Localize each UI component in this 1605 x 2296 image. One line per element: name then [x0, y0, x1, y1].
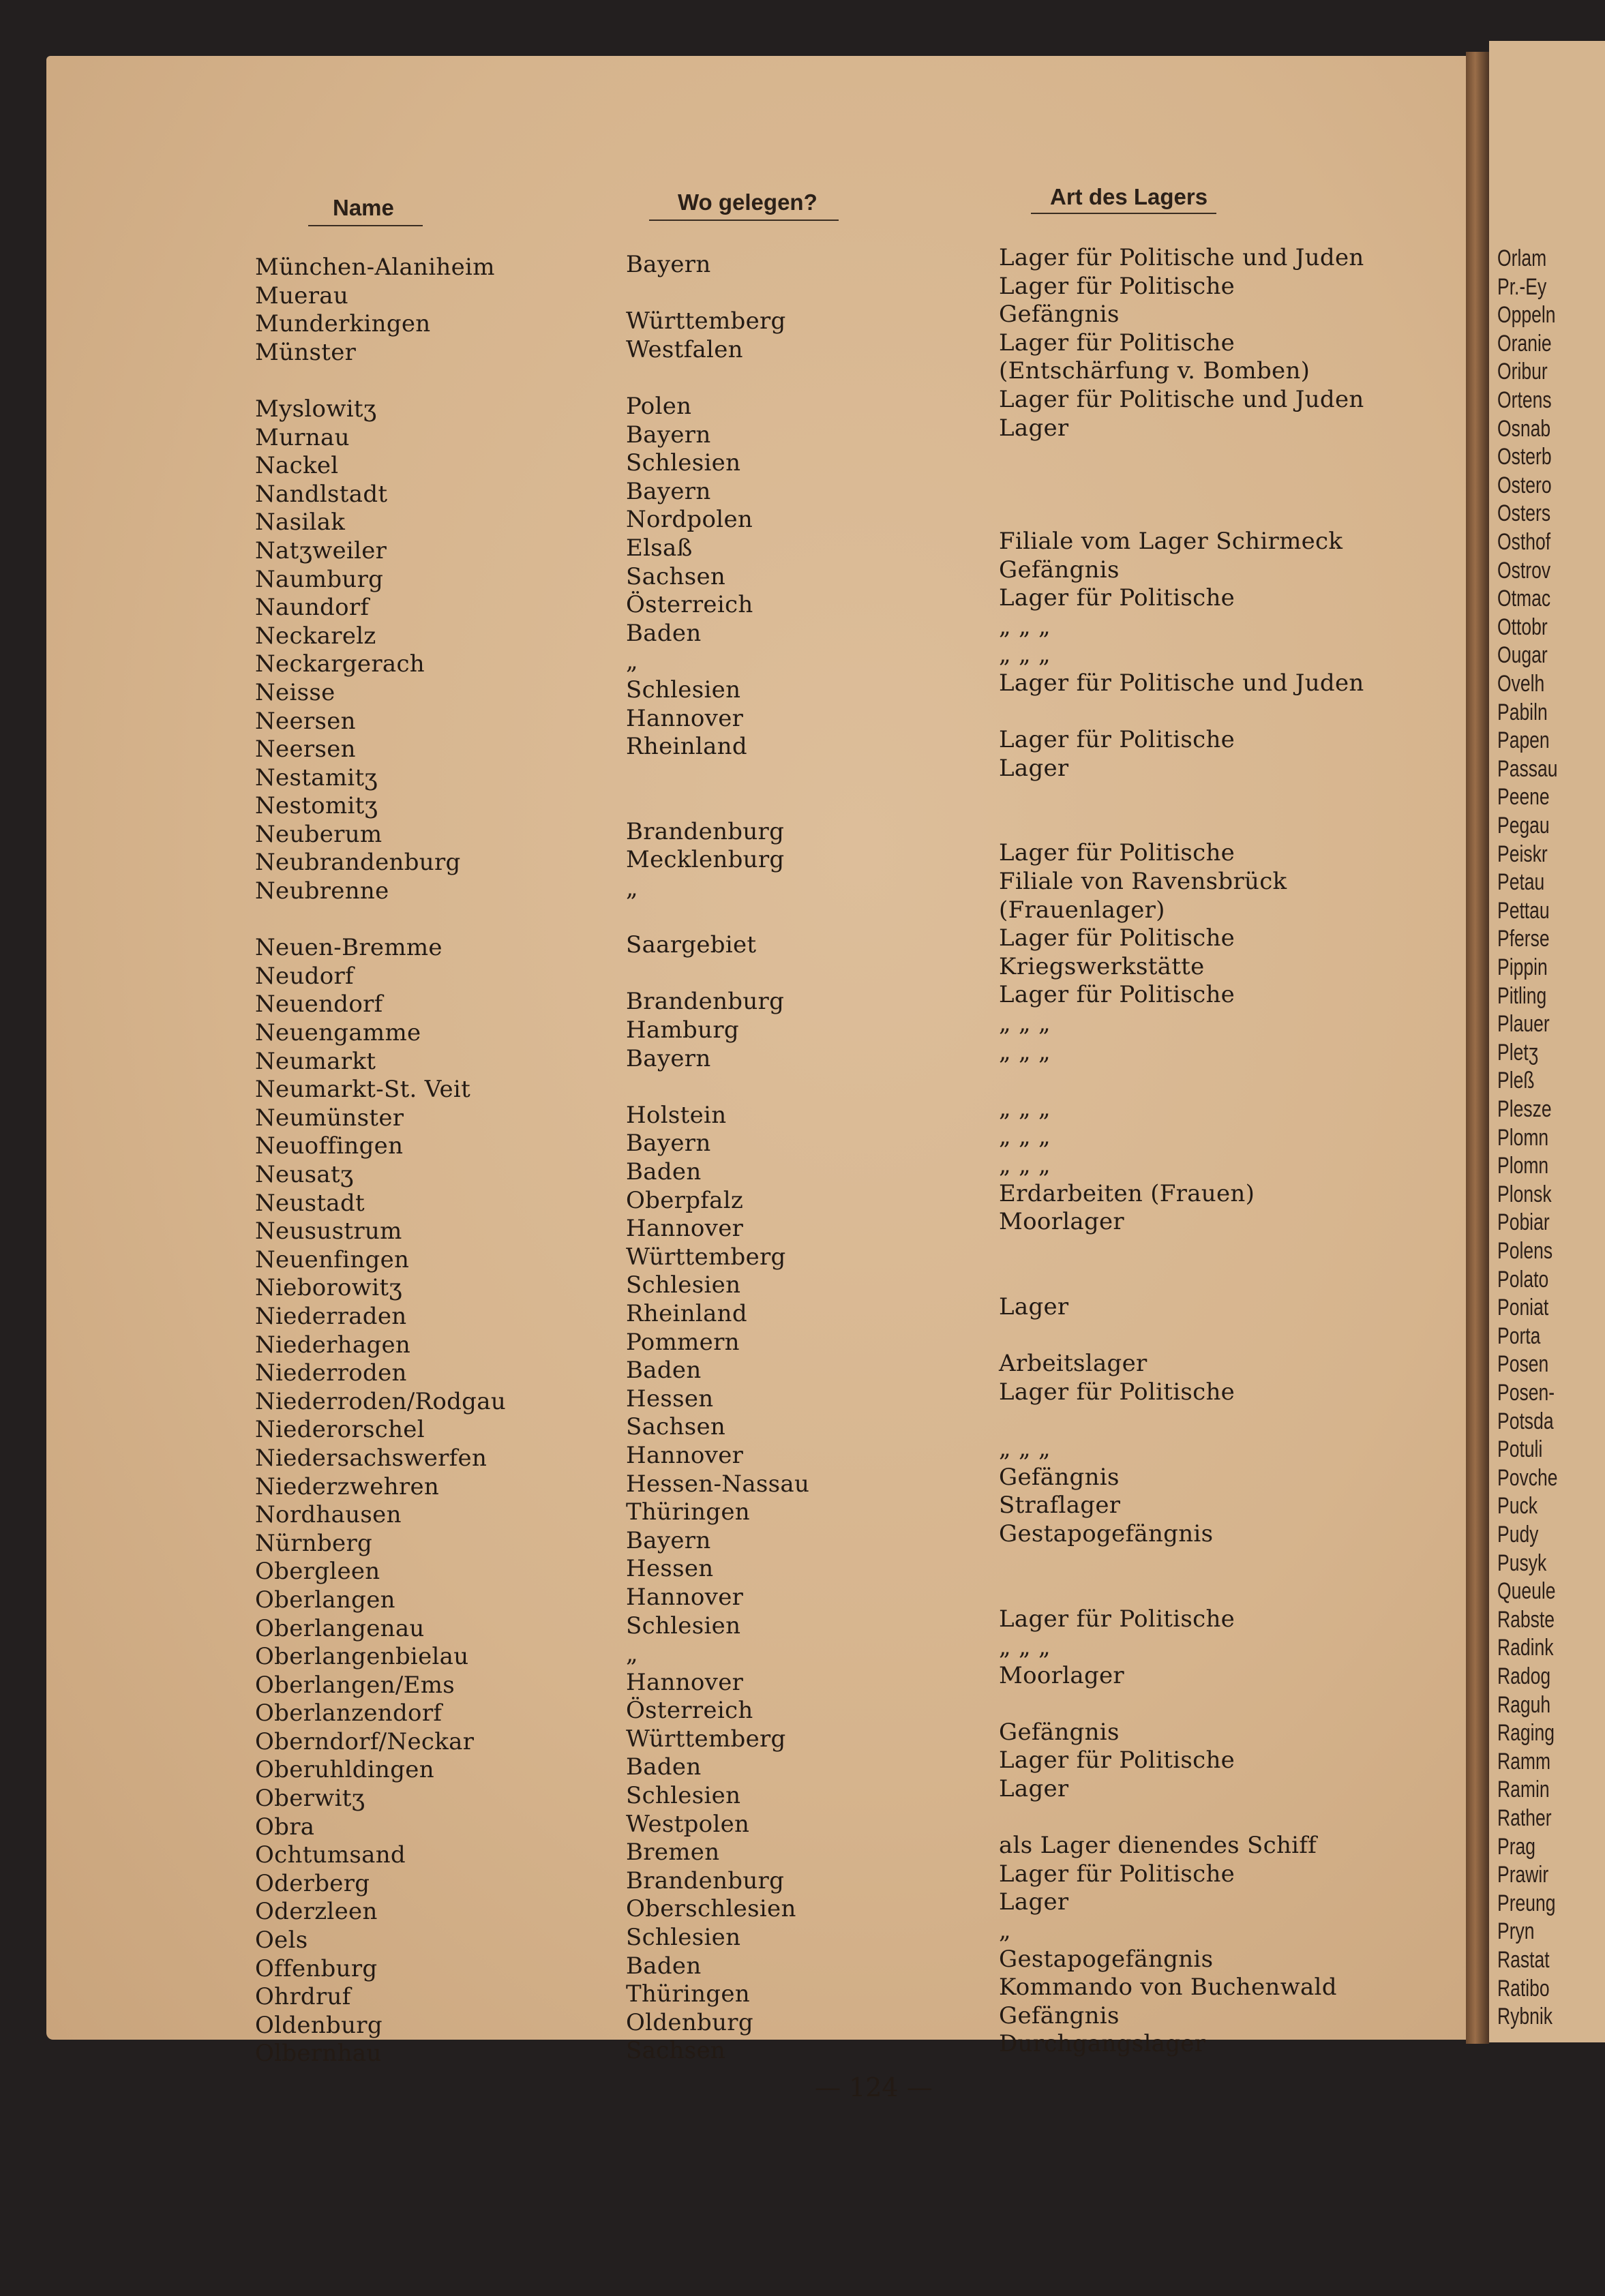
- camp-name: Ochtumsand: [255, 1841, 406, 1869]
- camp-location: Brandenburg: [626, 1867, 785, 1894]
- next-page-fragment: Posen: [1497, 1351, 1549, 1378]
- camp-type: als Lager dienendes Schiff: [999, 1832, 1317, 1860]
- camp-name: Nestomitʒ: [255, 792, 378, 820]
- camp-name: [255, 367, 506, 395]
- camp-name: Neumünster: [255, 1104, 404, 1132]
- camp-name: Niederraden: [255, 1302, 407, 1330]
- camp-location: [626, 364, 809, 393]
- camp-type: Gefängnis: [999, 556, 1120, 584]
- next-page-fragment: Raging: [1497, 1720, 1555, 1747]
- next-page-fragment: Petau: [1497, 869, 1545, 896]
- camp-location: [626, 903, 809, 932]
- camp-location: Österreich: [626, 591, 753, 619]
- camp-name: Nieborowitʒ: [255, 1274, 402, 1302]
- camp-location: Hessen-Nassau: [626, 1470, 810, 1498]
- camp-type: „ „ „: [999, 1010, 1051, 1038]
- camp-type: „ „ „: [999, 1038, 1051, 1066]
- camp-location: Sachsen: [626, 1413, 726, 1441]
- camp-name: Niedersachswerfen: [255, 1444, 487, 1472]
- camp-type: Gestapogefängnis: [999, 1945, 1214, 1973]
- camp-location: Schlesien: [626, 1782, 741, 1810]
- camp-type: Straflager: [999, 1492, 1121, 1520]
- camp-type: „ „ „: [999, 1094, 1051, 1122]
- camp-name: Niederhagen: [255, 1331, 411, 1359]
- camp-type: [999, 1804, 1364, 1832]
- next-page-fragment: Pudy: [1497, 1522, 1539, 1547]
- next-page-fragment: Plomn: [1497, 1124, 1549, 1151]
- camp-name: Myslowitʒ: [255, 395, 377, 423]
- next-page-fragment: Ostero: [1497, 472, 1552, 498]
- camp-location: Rheinland: [626, 733, 747, 761]
- next-page-fragment: Ortens: [1497, 387, 1552, 413]
- camp-location: Oberpfalz: [626, 1186, 744, 1214]
- next-page-fragment: Oppeln: [1497, 302, 1556, 329]
- header-type-rule: [1031, 213, 1216, 214]
- camp-location: Mecklenburg: [626, 846, 785, 874]
- camp-name: Oberlangenbielau: [255, 1643, 469, 1671]
- camp-type: Lager für Politische: [999, 1747, 1235, 1774]
- camp-location: Sachsen: [626, 2037, 726, 2065]
- next-page-fragment: Orlam: [1497, 245, 1547, 271]
- camp-name: Neuengamme: [255, 1019, 421, 1047]
- next-page-fragment: Pegau: [1497, 813, 1550, 839]
- camp-location: Schlesien: [626, 1271, 741, 1299]
- camp-name: Oberwitʒ: [255, 1785, 365, 1813]
- camp-name: Oderberg: [255, 1869, 370, 1897]
- camp-type: [999, 1322, 1364, 1350]
- next-page-fragment: Ramin: [1497, 1777, 1550, 1803]
- camp-location: Sachsen: [626, 562, 726, 590]
- next-page-fragment: Ratibo: [1497, 1975, 1550, 2002]
- camp-location: Elsaß: [626, 534, 693, 562]
- camp-name: [255, 906, 506, 935]
- header-where: Wo gelegen?: [678, 190, 817, 215]
- camp-location: Schlesien: [626, 1612, 741, 1640]
- camp-location: „: [626, 648, 638, 676]
- next-page-fragment: Rather: [1497, 1805, 1552, 1831]
- camp-name: Natʒweiler: [255, 537, 387, 564]
- next-page-fragment: Ovelh: [1497, 671, 1545, 697]
- camp-type: Gestapogefängnis: [999, 1520, 1214, 1547]
- camp-type: Gefängnis: [999, 2002, 1120, 2029]
- camp-type: Durchgangslager: [999, 2030, 1206, 2058]
- camp-name: Oderzleen: [255, 1898, 378, 1926]
- camp-location: Bayern: [626, 421, 711, 449]
- camp-location: Hannover: [626, 1583, 744, 1611]
- camp-name: Neumarkt-St. Veit: [255, 1076, 471, 1104]
- camp-location: „: [626, 1640, 638, 1668]
- camp-name: Oldenburg: [255, 2011, 382, 2039]
- camp-type: [999, 1066, 1364, 1095]
- camp-location: Brandenburg: [626, 817, 785, 845]
- next-page-fragment: Raguh: [1497, 1691, 1551, 1718]
- camp-location: Nordpolen: [626, 506, 753, 534]
- next-page-fragment: Pryn: [1497, 1918, 1535, 1945]
- camp-location: Bayern: [626, 1526, 711, 1554]
- next-page-fragment: Poniat: [1497, 1295, 1549, 1321]
- camp-name: Neuen-Bremme: [255, 934, 442, 962]
- camp-name: Münster: [255, 338, 357, 366]
- next-page-fragment: Pettau: [1497, 897, 1550, 924]
- camp-name: Oberlangen: [255, 1586, 395, 1614]
- camp-type: „ „ „: [999, 1151, 1051, 1179]
- camp-name: Neudorf: [255, 962, 354, 990]
- next-page-fragment: Radink: [1497, 1635, 1554, 1661]
- header-name: Name: [333, 195, 394, 220]
- camp-type: [999, 471, 1364, 500]
- camp-location: „: [626, 875, 638, 903]
- camp-name: München-Alaniheim: [255, 254, 495, 281]
- camp-type: „ „ „: [999, 1434, 1051, 1462]
- next-page-fragment: Osterb: [1497, 444, 1552, 470]
- camp-type: Lager für Politische: [999, 981, 1235, 1009]
- camp-name: Neumarkt: [255, 1047, 376, 1075]
- camp-type: Filiale von Ravensbrück: [999, 868, 1287, 896]
- camp-location: Holstein: [626, 1101, 727, 1129]
- next-page-fragment: Oribur: [1497, 359, 1548, 385]
- next-page-fragment: Puck: [1497, 1493, 1537, 1520]
- camp-type: Gefängnis: [999, 301, 1120, 329]
- camp-name: Nackel: [255, 452, 339, 480]
- camp-type: [999, 1406, 1364, 1435]
- name-column: [255, 254, 506, 2068]
- camp-location: Bayern: [626, 1044, 711, 1072]
- location-column: [626, 251, 809, 2066]
- camp-type: [999, 1577, 1364, 1605]
- camp-type: „: [999, 1917, 1011, 1945]
- next-page-fragment: Rastat: [1497, 1947, 1550, 1973]
- next-page-fragment: Radog: [1497, 1663, 1551, 1689]
- next-page-fragment: Osthof: [1497, 529, 1551, 555]
- camp-type: [999, 1690, 1364, 1719]
- camp-name: Niederroden: [255, 1359, 407, 1387]
- camp-type: Lager für Politische und Juden: [999, 385, 1364, 413]
- next-page-fragment: Rabste: [1497, 1606, 1555, 1633]
- next-page-fragment: Prawir: [1497, 1862, 1549, 1888]
- next-page-fragment: Pippin: [1497, 954, 1548, 980]
- camp-type: Lager: [999, 414, 1069, 442]
- camp-type: Lager für Politische: [999, 329, 1235, 357]
- camp-name: Murnau: [255, 423, 350, 451]
- camp-type: Lager für Politische und Juden: [999, 244, 1364, 271]
- camp-location: Polen: [626, 392, 692, 420]
- camp-name: Neuendorf: [255, 991, 383, 1018]
- camp-type: Lager für Politische und Juden: [999, 669, 1364, 697]
- next-page-fragment: Porta: [1497, 1323, 1541, 1349]
- next-page-fragment: Oranie: [1497, 330, 1552, 357]
- camp-location: Bremen: [626, 1839, 720, 1867]
- camp-name: Oberlanzendorf: [255, 1700, 442, 1727]
- camp-type: Lager: [999, 1293, 1069, 1320]
- camp-location: Hannover: [626, 1215, 744, 1243]
- camp-type: [999, 442, 1364, 471]
- camp-type: (Entschärfung v. Bomben): [999, 357, 1310, 385]
- camp-name: Muerau: [255, 282, 349, 309]
- camp-location: [626, 280, 809, 308]
- camp-name: Niederzwehren: [255, 1472, 440, 1500]
- next-page-fragment: Pr.-Ey: [1497, 273, 1547, 300]
- camp-name: Neckargerach: [255, 650, 425, 678]
- camp-type: Lager für Politische: [999, 726, 1235, 754]
- camp-location: [626, 960, 809, 988]
- camp-type-column: [999, 244, 1364, 2059]
- camp-type: Erdarbeiten (Frauen): [999, 1179, 1255, 1207]
- camp-type: Lager für Politische: [999, 1605, 1235, 1633]
- next-page-fragment: Pabiln: [1497, 699, 1548, 725]
- camp-type: „ „ „: [999, 1633, 1051, 1661]
- camp-type: [999, 783, 1364, 811]
- camp-name: Olbernhau: [255, 2040, 382, 2068]
- camp-name: Neuberum: [255, 820, 382, 848]
- next-page-fragment: Peene: [1497, 784, 1550, 811]
- camp-location: Baden: [626, 619, 702, 647]
- camp-location: Hessen: [626, 1385, 714, 1413]
- camp-location: Rheinland: [626, 1299, 747, 1327]
- camp-location: Bayern: [626, 477, 711, 505]
- next-page-fragment: Potuli: [1497, 1436, 1543, 1463]
- next-page-fragment: Ottobr: [1497, 614, 1548, 640]
- camp-type: „ „ „: [999, 1123, 1051, 1151]
- next-page-fragment: Preung: [1497, 1890, 1556, 1916]
- camp-type: [999, 1237, 1364, 1265]
- header-name-rule: [308, 225, 423, 226]
- camp-type: „ „ „: [999, 612, 1051, 640]
- camp-location: Württemberg: [626, 1243, 786, 1271]
- camp-type: Lager: [999, 754, 1069, 782]
- camp-location: Hannover: [626, 704, 744, 732]
- header-type: Art des Lagers: [1050, 184, 1208, 209]
- camp-type: Lager für Politische: [999, 1378, 1235, 1406]
- next-page-fragment: Pobiar: [1497, 1209, 1550, 1236]
- camp-name: Nandlstadt: [255, 480, 388, 508]
- camp-location: Württemberg: [626, 307, 786, 335]
- camp-location: Saargebiet: [626, 931, 757, 959]
- camp-name: Oberuhldingen: [255, 1756, 434, 1784]
- camp-name: Neuenfingen: [255, 1245, 410, 1273]
- next-page-fragment: Plesze: [1497, 1096, 1552, 1122]
- camp-type: „ „ „: [999, 641, 1051, 669]
- next-page-fragment: Pitling: [1497, 982, 1547, 1009]
- camp-type: [999, 1265, 1364, 1293]
- book-gutter: [1466, 52, 1489, 2044]
- camp-type: Arbeitslager: [999, 1350, 1148, 1378]
- camp-type: Lager für Politische: [999, 584, 1235, 612]
- camp-type: Lager für Politische: [999, 1860, 1235, 1888]
- next-page-fragment: Pletʒ: [1497, 1039, 1539, 1066]
- camp-type: Moorlager: [999, 1661, 1124, 1689]
- next-page-fragment: Otmac: [1497, 586, 1551, 612]
- header-where-rule: [649, 220, 839, 221]
- camp-name: Neubrenne: [255, 877, 389, 905]
- camp-location: Hannover: [626, 1441, 744, 1469]
- camp-name: Niederorschel: [255, 1416, 425, 1444]
- camp-location: Baden: [626, 1952, 702, 1980]
- camp-location: Bayern: [626, 251, 711, 278]
- camp-name: Munderkingen: [255, 310, 431, 338]
- camp-name: Oberndorf/Neckar: [255, 1727, 475, 1755]
- camp-name: Nürnberg: [255, 1529, 373, 1557]
- camp-location: Thüringen: [626, 1980, 750, 2008]
- camp-location: Österreich: [626, 1697, 753, 1725]
- camp-type: Moorlager: [999, 1208, 1124, 1236]
- camp-type: (Frauenlager): [999, 896, 1165, 924]
- next-page-fragment: Queule: [1497, 1578, 1556, 1605]
- camp-location: Baden: [626, 1357, 702, 1385]
- next-page-fragment: Plomn: [1497, 1153, 1549, 1179]
- camp-name: Neusatʒ: [255, 1161, 354, 1188]
- next-page-fragment: Passau: [1497, 755, 1558, 782]
- camp-type: Kriegswerkstätte: [999, 952, 1205, 980]
- camp-type: [999, 499, 1364, 528]
- camp-name: Neubrandenburg: [255, 849, 461, 877]
- camp-type: Filiale vom Lager Schirmeck: [999, 527, 1343, 555]
- next-page-fragment: Pusyk: [1497, 1550, 1547, 1576]
- camp-location: [626, 761, 809, 790]
- next-page-fragment: Potsda: [1497, 1408, 1554, 1434]
- camp-location: Westfalen: [626, 335, 743, 363]
- camp-name: Neuoffingen: [255, 1132, 404, 1160]
- next-page-fragment: Papen: [1497, 727, 1550, 754]
- camp-type: Lager: [999, 1775, 1069, 1803]
- next-page-fragment: Rybnik: [1497, 2004, 1553, 2030]
- camp-location: Württemberg: [626, 1725, 786, 1753]
- camp-type: [999, 811, 1364, 840]
- camp-name: Neusustrum: [255, 1218, 402, 1245]
- camp-type: Lager für Politische: [999, 924, 1235, 952]
- next-page-fragment: Ougar: [1497, 642, 1548, 669]
- camp-location: Oldenburg: [626, 2008, 753, 2036]
- next-page-fragment: Osnab: [1497, 415, 1551, 442]
- page-number: — 124 —: [815, 2072, 933, 2102]
- camp-type: Gefängnis: [999, 1718, 1120, 1746]
- camp-name: Neersen: [255, 736, 356, 764]
- camp-location: Schlesien: [626, 1924, 741, 1952]
- camp-name: Neckarelz: [255, 622, 376, 650]
- camp-type: [999, 698, 1364, 727]
- camp-name: Ohrdruf: [255, 1983, 351, 2011]
- camp-type: Lager: [999, 1888, 1069, 1916]
- camp-location: Brandenburg: [626, 988, 785, 1016]
- camp-location: Pommern: [626, 1328, 740, 1356]
- camp-name: Neersen: [255, 707, 356, 735]
- next-page-fragment: Plonsk: [1497, 1181, 1552, 1207]
- camp-name: Neisse: [255, 678, 335, 706]
- camp-location: Hamburg: [626, 1016, 739, 1044]
- camp-type: [999, 1548, 1364, 1577]
- next-page-fragment: Ramm: [1497, 1748, 1551, 1774]
- next-page-fragment: Polens: [1497, 1238, 1553, 1264]
- camp-name: Oberlangen/Ems: [255, 1671, 455, 1699]
- adjacent-page-edge: [1489, 41, 1605, 2042]
- next-page-fragment: Polato: [1497, 1266, 1549, 1293]
- camp-name: Niederroden/Rodgau: [255, 1387, 507, 1415]
- camp-location: Baden: [626, 1753, 702, 1781]
- camp-name: Oberlangenau: [255, 1614, 425, 1642]
- next-page-fragment: Peiskr: [1497, 841, 1548, 867]
- camp-type: Lager für Politische: [999, 839, 1235, 867]
- camp-name: Nestamitʒ: [255, 764, 378, 791]
- camp-name: Nordhausen: [255, 1501, 402, 1529]
- next-page-fragment: Ostrov: [1497, 557, 1551, 584]
- next-page-fragment: Pleß: [1497, 1068, 1535, 1094]
- camp-name: Neustadt: [255, 1189, 365, 1217]
- next-page-fragment: Prag: [1497, 1833, 1536, 1860]
- camp-type: Gefängnis: [999, 1463, 1120, 1491]
- camp-type: Kommando von Buchenwald: [999, 1974, 1337, 2002]
- camp-location: Schlesien: [626, 676, 741, 704]
- camp-location: Schlesien: [626, 449, 741, 477]
- camp-name: Obergleen: [255, 1558, 380, 1586]
- next-page-fragment: Povche: [1497, 1464, 1558, 1491]
- camp-location: [626, 1073, 809, 1102]
- camp-location: Baden: [626, 1158, 702, 1185]
- camp-name: Offenburg: [255, 1954, 378, 1982]
- camp-type: Lager für Politische: [999, 272, 1235, 300]
- next-page-fragment: Osters: [1497, 500, 1551, 527]
- camp-location: Oberschlesien: [626, 1895, 796, 1923]
- camp-location: Westpolen: [626, 1810, 750, 1838]
- camp-location: Hannover: [626, 1668, 744, 1696]
- next-page-fragment: Pferse: [1497, 926, 1550, 952]
- camp-name: Oels: [255, 1927, 308, 1954]
- camp-name: Naundorf: [255, 594, 370, 622]
- camp-location: [626, 789, 809, 818]
- camp-location: Bayern: [626, 1130, 711, 1158]
- camp-name: Obra: [255, 1813, 315, 1841]
- next-page-fragment: Posen-: [1497, 1380, 1555, 1406]
- camp-location: Thüringen: [626, 1498, 750, 1526]
- next-page-fragment: Plauer: [1497, 1011, 1550, 1038]
- camp-name: Nasilak: [255, 509, 346, 537]
- camp-name: Naumburg: [255, 565, 384, 593]
- camp-location: Hessen: [626, 1555, 714, 1583]
